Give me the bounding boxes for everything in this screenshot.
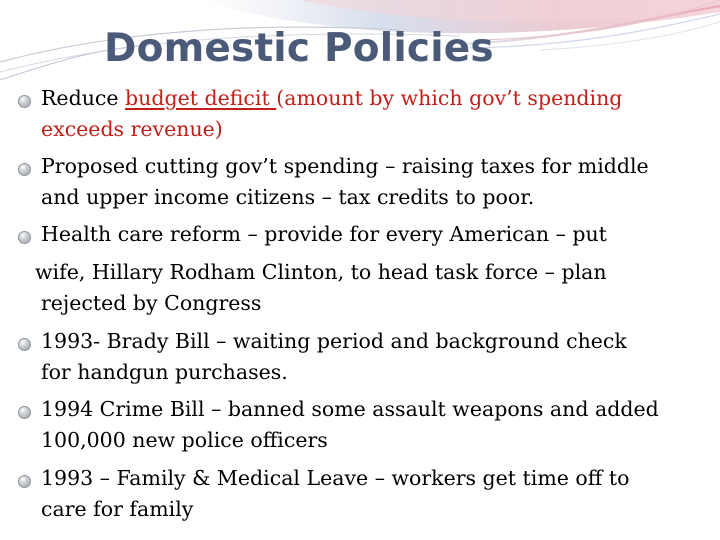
bullet-text: 1994 Crime Bill – banned some assault weapons and added (41, 397, 659, 421)
highlighted-term: budget deficit (125, 86, 277, 110)
bullet-icon (18, 406, 31, 419)
bullet-text: 100,000 new police officers (41, 428, 328, 452)
term-definition: (amount by which gov’t spending (276, 86, 623, 110)
bullet-text: care for family (41, 497, 194, 521)
bullet-text: Health care reform – provide for every American – put (41, 222, 607, 246)
bullet-text: and upper income citizens – tax credits to poor. (41, 185, 535, 209)
bullet-text: 1993- Brady Bill – waiting period and background check (41, 329, 627, 353)
bullet-line (41, 86, 622, 111)
bullet-text: Reduce (41, 86, 126, 110)
bullet-icon (18, 163, 31, 176)
bullet-text: 1993 – Family & Medical Leave – workers get time off to (41, 466, 630, 490)
bullet-icon (18, 475, 31, 488)
bullet-text: for handgun purchases. (41, 360, 288, 384)
term-definition-continued: exceeds revenue) (41, 117, 223, 141)
bullet-text: rejected by Congress (41, 291, 262, 315)
bullet-icon (18, 231, 31, 244)
bullet-text: Proposed cutting gov’t spending – raising taxes for middle (41, 154, 649, 178)
bullet-text: wife, Hillary Rodham Clinton, to head task force – plan (35, 260, 607, 284)
bullet-icon (18, 95, 31, 108)
slide-title: Domestic Policies (104, 26, 494, 71)
bullet-icon (18, 338, 31, 351)
